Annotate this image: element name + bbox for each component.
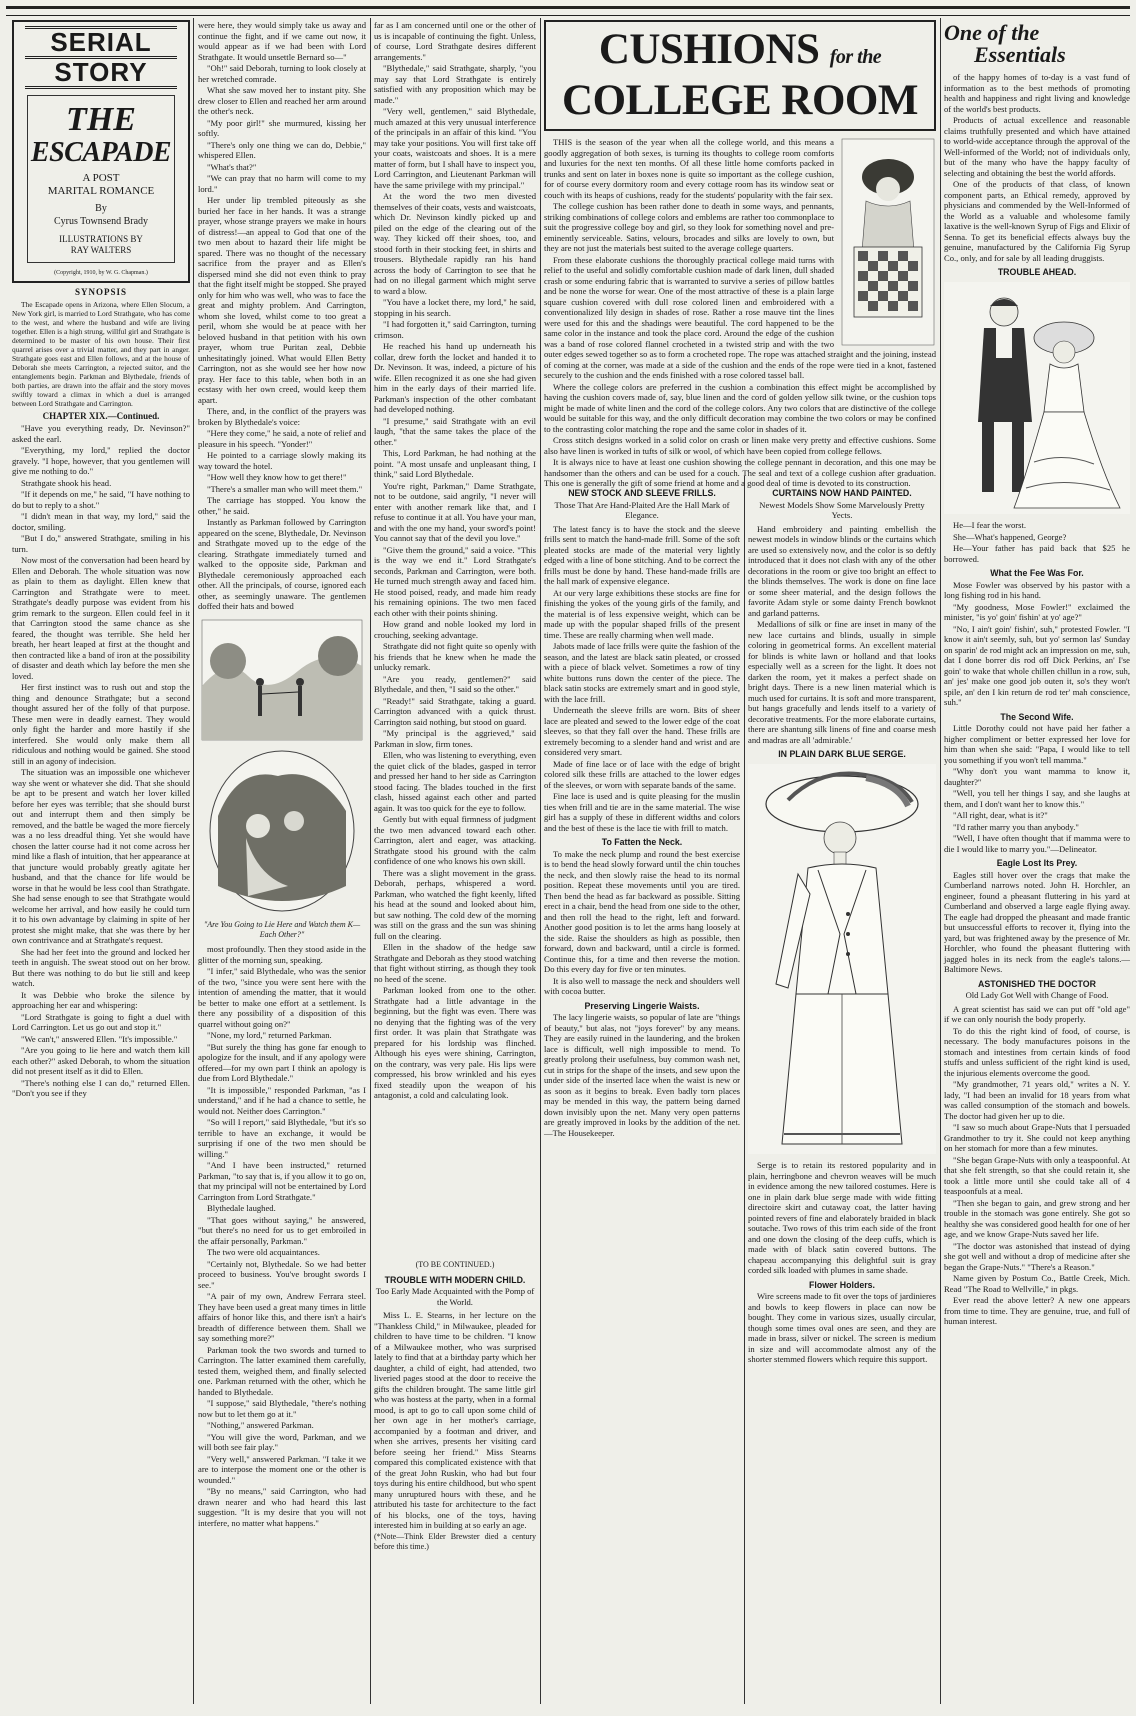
title-college-room: COLLEGE ROOM (562, 77, 918, 124)
paragraph: From these elaborate cushions the thoroughly practical college maid turns with relief to the useful and solidly comfortable cushion made of dark linen, dull shaded crash or some enduring fabric that is warranted to survive a series of pillow battles and be none the worse for wear. One of the most attractive of these is a plain large square cushion covered with dull rose colored linen and embroidered with a conventionalized lily design in shades of rose. Rather a rose mauve tint the lines were used for this and the shadings were beautiful. The cord happened to be the same color in the instance and took the place cord. Around the edge of the cushion was a band of rose colored flannel crocheted in a twisted strip and with the two outer edges sewed together so as to form a crocheted rope. The rope was attached straight and the joining, instead of coming at the corner, was made at a side of the cushion and the ends of the rope were tied in a knot, fastened securely to the cushion and the ends finished with a rose colored tassel ball. (544, 254, 936, 380)
paragraph: The situation was an impossible one whichever way she went or whatever she did. That she should be apt to be present and watch her lover killed before her eyes was terrible; that she should burst out and interrupt them and then simply be removed, and the battle be waged the more fiercely was a no less dreadful thing. Yet she would have chosen the latter course had it not come across her mind like a flash of intuition, that her appearance at that juncture would probably greatly agitate her husband, and that the chance for life would be worse in that he would be less cool than Strathgate. She had sense enough to see that Strathgate would welcome her arrival, and how easily he could turn it to his own advantage by claiming in spite of her protest she might make, that she was there by her own contrivance and at Strathgate's request. (12, 767, 190, 945)
paragraph: "I suppose," said Blythedale, "there's nothing now but to let them go at it." (198, 1398, 366, 1419)
trouble-heading: TROUBLE AHEAD. (997, 267, 1077, 277)
paragraph: "So will I report," said Blythedale, "but it's so terrible to have an exchange, it would be surprising if one of the two men should be willing." (198, 1117, 366, 1159)
paragraph: He pointed to a carriage slowly making its way toward the hotel. (198, 450, 366, 471)
serial-story-header (12, 20, 190, 283)
paragraph: Mose Fowler was observed by his pastor with a long fishing rod in his hand. (944, 579, 1130, 600)
paragraph: It was Debbie who broke the silence by approaching her ear and whispering: (12, 989, 190, 1010)
couple-illustration-svg (944, 282, 1130, 514)
author-name: Cyrus Townsend Brady (53, 216, 149, 227)
paragraph: "I'd rather marry you than anybody." (953, 821, 1079, 832)
cushion-illustration (840, 137, 936, 347)
paragraph: It is always nice to have at least one cushion showing the college pennant in decoration, and this one may be handsomer than the others and can be used for a couch. The seal and text of a college cushion after graduation. This one is generally the gift of some friend at home and a good deal of time is devoted to its construction. (544, 457, 936, 488)
paragraph: "If it depends on me," he said, "I have nothing to do but to reply to a shot." (12, 489, 190, 510)
paragraph: Hand embroidery and painting embellish the newest models in window blinds or the curtains which are used so extensively now, and the color is so deftly introduced that it does not clash with any of the other decorations in the room or give too bright an effect to the blinds themselves. The work is done on fine lace or some sheer material, and the design follows the favorite Adam style or some dainty French bowknot and garland patterns. (748, 523, 936, 618)
synopsis-text: The Escapade opens in Arizona, where Ellen Slocum, a New York girl, is married to Lord Strathgate, who has come to the west, and where the husband and wife are living together. Ellen is a high strung, willful girl and Strathgate is determined to be master of his own house. Their first quarrel arises over a trivial matter, and they part in anger. Strathgate goes east and Ellen follows, and at the house of Deborah she meets Carrington, a rejected suitor, and the entanglements begin. Parkman and Blythedale, friends of both parties, are drawn into the affair and the story moves swiftly toward a climax in which a duel is arranged between Lord Strathgate and Carrington. (12, 299, 190, 408)
paragraph: "There's nothing else I can do," returned Ellen. "Don't you see if they (12, 1077, 190, 1098)
paragraph: Instantly as Parkman followed by Carrington appeared on the scene, Blythedale, Dr. Nevinson and Strathgate moved up to the edge of the clearing. Strathgate immediately turned and walked to the opposite side, Parkman and Blythedale ceremoniously approached each other. All the principals, of course, ignored each other, as seemingly unaware. The gentlemen doffed their hats and bowed (198, 517, 366, 611)
column-rule (940, 18, 941, 1704)
ad-one-of-the: One of the (944, 20, 1040, 45)
paragraph: "I saw so much about Grape-Nuts that I persuaded Grandmother to try it. She could not keep anything on her stomach for more than a few minutes. (944, 1122, 1130, 1153)
paragraph: far as I am concerned until one or the other of us is incapable of continuing the fight. Unless, of course, Lord Strathgate desires different arrangements." (374, 20, 536, 62)
paragraph: "What's that?" (207, 161, 257, 172)
paragraph: Underneath the sleeve frills are worn. Bits of sheer lace are pleated and sewed to the lower edge of the coat sleeves, so that they fall over the hand. These frills are extremely becoming to a slender hand and wrist and are considered very smart. (544, 705, 740, 757)
paragraph: "I didn't mean in that way, my lord," said the doctor, smiling. (12, 511, 190, 532)
paragraph: There was a slight movement in the grass. Deborah, perhaps, whispered a word. Parkman, who watched the fight keenly, lifted his head at the sound and looked about him, but saw nothing. The cold dew of the morning was still on the grass and the sun was shining full on the clearing. (374, 867, 536, 941)
cushion-girl-illustration (840, 137, 936, 347)
doctor-subhead: Old Lady Got Well with Change of Food. (965, 990, 1109, 1000)
column-3 (374, 20, 536, 1704)
paragraph: "All right, dear, what is it?" (953, 810, 1048, 820)
paragraph: It is also well to massage the neck and shoulders well with cocoa butter. (544, 975, 740, 996)
paragraph: The latest fancy is to have the stock and the sleeve frills sent to match the hand-made frill. Some of the soft pleated stocks are made of the material very lightly edged with a line of bone stitching. And to be correct the frills must be done by hand. These hand-made frills are the hall mark of expensive elegance. (544, 523, 740, 586)
paragraph: Strathgate did not fight quite so openly with his friends that he knew when he made the unlucky remark. (374, 641, 536, 672)
fee-heading: What the Fee Was For. (990, 568, 1084, 578)
dialogue-line: She—What's happened, George? (953, 531, 1067, 542)
paragraph: Now most of the conversation had been heard by Ellen and Deborah. The whole situation was now as plain to them as daylight. Ellen knew that Carrington and Strathgate were to meet. Strathgate's deadly purpose was evident from his grim remark to the surgeon. Ellen could feel in it that Carrington stood the same chance as she feared, the thought was terrible. She held her breath, her heart leaped at first at the thought and then contracted like a band of iron at the possibility of disaster and death which lay before the men she loved. (12, 555, 190, 681)
paragraph: You're right, Parkman," Dame Strathgate, not to be outdone, said angrily, "I never will enter with another remark like that, and I refuse to continue it at all. You have your man, and with the one my hand, your sword's point! You cannot say that of the devil you love." (374, 480, 536, 543)
paragraph: What she saw moved her to instant pity. She drew closer to Ellen and reached her arm around the other's neck. (198, 85, 366, 116)
serge-heading: IN PLAIN DARK BLUE SERGE. (778, 749, 906, 759)
story-label: STORY (25, 59, 177, 89)
paragraph: "Well, you tell her things I say, and she laughs at them, and I don't want her to know this." (944, 788, 1130, 809)
title-escapade: ESCAPADE (30, 137, 172, 168)
top-rule (6, 6, 1130, 16)
paragraph: How grand and noble looked my lord in crouching, seeking advantage. (374, 619, 536, 640)
dialogue-line: He—Your father has paid back that $25 he borrowed. (944, 543, 1130, 564)
title-the: THE (66, 101, 136, 138)
ad-essentials: Essentials (974, 42, 1066, 67)
paragraph: This, Lord Parkman, he had nothing at the point. "A most unsafe and unpleasant thing, I think," said Lord Blythedale. (374, 448, 536, 479)
paragraph: The two were old acquaintances. (207, 1247, 320, 1257)
paragraph: of the happy homes of to-day is a vast fund of information as to the best methods of promoting health and happiness and right living and knowledge of the world's best products. (944, 72, 1130, 114)
paragraph: "Lord Strathgate is going to fight a duel with Lord Carrington. Let us go out and stop it." (12, 1011, 190, 1032)
paragraph: "Oh!" said Deborah, turning to look closely at her wretched comrade. (198, 63, 366, 84)
paragraph: Made of fine lace or of lace with the edge of bright colored silk these frills are attached to the lower edges of the sleeves, or worn with separate bands of the same. (544, 758, 740, 790)
paragraph: Medallions of silk or fine are inset in many of the new lace curtains and blinds, usually in simple coloring in geometrical forms. An excellent material for blinds is white lawn or holland and that looks especially well as a screen for the light. It does not darken the room, yet it makes a perfect shade on bright days. There is a new linen material which is much used for curtains. It is soft and more transparent, but hangs gracefully and lends itself to a variety of decorative treatments. For the more elaborate curtains, there are shantung silk linens of fine and coarse mesh and madras are all 'admirable.' (748, 619, 936, 745)
paragraph: A great scientist has said we can put off "old age" if we can only nourish the body properly. (944, 1003, 1130, 1024)
paragraph: "It is impossible," responded Parkman, "as I understand," and if he had a chance to settle, he would not. Neither does Carrington." (198, 1084, 366, 1116)
serial-label: SERIAL (25, 26, 177, 59)
paragraph: At our very large exhibitions these stocks are fine for finishing the yokes of the young girls of the family, and the material is of less expensive weight, which can be made up with the popular shaped frills of the present time. These are really charming when well made. (544, 587, 740, 640)
paragraph: Ever read the above letter? A new one appears from time to time. They are genuine, true, and full of human interest. (944, 1295, 1130, 1326)
paragraph: Products of actual excellence and reasonable claims truthfully presented and which have attained to world-wide acceptance through the approval of the Well-informed of the World; not of individuals only, but of the many who have the happy faculty of selecting and obtaining the best the world affords. (944, 115, 1130, 178)
column-rule (540, 18, 541, 1704)
column-rule (370, 18, 371, 1704)
synopsis-heading: SYNOPSIS (74, 287, 127, 297)
paragraph: There, and, in the conflict of the prayers was broken by Blythedale's voice: (198, 406, 366, 427)
column-rule (193, 18, 194, 1704)
paragraph: The college cushion has been rather done to death in some ways, and pennants, striking combinations of college colors and emblems are rather too commonplace to suit the progressive college boy and girl, so they look for something novel and pre-eminently serviceable. Satins, velours, brocades and silks are lovely to own, but they are not just the materials best suited to the average college quarters. (544, 201, 834, 253)
paragraph: Ellen, who was listening to everything, even the quiet click of the blades, gasped in terror and pressed her hand to her side as Carrington stood facing. The blades touched in the first clash, hissed against each other and parted again. It was too quick for the eye to follow. (374, 750, 536, 813)
paragraph: Strathgate shook his head. (21, 477, 112, 488)
wife-heading: The Second Wife. (1000, 711, 1074, 722)
paragraph: Where the college colors are preferred in the cushion a combination this effect might be accomplished by having the cushion covers made of, say, blue linen and the cord of golden yellow silk twine, or the cushion tops might be made of white linen and the cord of the college colors. Any two colors that are distinctive of the college would be suitable for this way, and the only difficult decoration may combine the two colors or may be confined to the contrasting color matching the rope and the same color in shades of it. (544, 381, 936, 434)
paragraph: Little Dorothy could not have paid her father a higher compliment or better expressed her love for him than when she said: "Papa, I would like to tell you something if you won't tell mamma." (944, 723, 1130, 765)
illustrations-line-2: RAY WALTERS (70, 245, 132, 255)
column-2 (198, 20, 366, 1704)
paragraph: "Why don't you want mamma to know it, daughter?" (944, 766, 1130, 787)
title-for-the: for the (829, 46, 882, 68)
paragraph: One of the products of that class, of known component parts, an Ethical remedy, approved by physicians and commended by the Well-Informed of the World as a valuable and wholesome family laxative is the well-known Syrup of Figs and Elixir of Senna. To get its beneficial effects always buy the genuine, manufactured by the California Fig Syrup Co., only, and for sale by all leading druggists. (944, 179, 1130, 263)
column-rule (744, 476, 745, 1704)
frills-heading: NEW STOCK AND SLEEVE FRILLS. (568, 488, 716, 498)
paragraph: Wire screens made to fit over the tops of jardinieres and bowls to keep flowers in place can now be bought. They come in various sizes, usually circular, though some times oval ones are seen, and they are made in brass, silver or nickel. The screen is medium in size and will accommodate almost any of the shorter stemmed flowers which require this support. (748, 1291, 936, 1364)
paragraph: Ellen in the shadow of the hedge saw Strathgate and Deborah as they stood watching that fight without stirring, as though they took no heed of the scene. (374, 942, 536, 984)
paragraph: The carriage has stopped. You know the other," he said. (198, 495, 366, 516)
paragraph: "Well, I have often thought that if mamma were to die I would like to marry you."—Delineator. (944, 833, 1130, 854)
paragraph: To make the neck plump and round the best exercise is to bend the head slowly forward until the chin touches the neck, and then slowly raise the head to its normal position. Repeat these movements until you are tired. Then bend the head as far backward as possible. Sitting erect in a chair, bend the head from one side to the other, and then roll the head to the right, left and forward. Another good position is to let the arms hang loosely at the side. Raise the shoulders as high as possible, then forward, down and backward, until a circle is formed. Continue this, for a time and then reverse the motion. Do this every day for five or ten minutes. (544, 848, 740, 974)
dialogue-line: He—I fear the worst. (953, 520, 1027, 530)
paragraph: To do this the right kind of food, of course, is necessary. The body manufactures poisons in the stomach and intestines from certain kinds of food stuffs and unless sufficient of the right kind is used, the injurious elements overcome the good. (944, 1025, 1130, 1078)
paragraph: "Have you everything ready, Dr. Nevinson?" asked the earl. (12, 423, 190, 444)
footnote: (*Note—Think Elder Brewster died a century before this time.) (374, 1531, 536, 1551)
child-subhead: Too Early Made Acquainted with the Pomp of the World. (375, 1286, 535, 1307)
subtitle-line-1: A POST (82, 172, 120, 184)
subtitle-line-2: MARITAL ROMANCE (47, 185, 155, 197)
paragraph: "Blythedale," said Strathgate, sharply, "you may say that Lord Strathgate is entirely satisfied with any proposition which may be made." (374, 63, 536, 105)
paragraph: "Very well, gentlemen," said Blythedale, much amazed at this very unusual interference of the principals in an affair of this kind. "You may take your positions. You will first take off your coats, waistcoats and shoes. It is a mere matter of form, but I shall have to inspect you, Lord Carrington, and Lieutenant Parkman will have the same privilege with my principal." (374, 106, 536, 190)
cushions-article (544, 20, 936, 488)
copyright-line: (Copyright, 1910, by W. G. Chapman.) (54, 270, 148, 276)
waists-heading: Preserving Lingerie Waists. (584, 1000, 700, 1011)
paragraph: Jabots made of lace frills were quite the fashion of the season, and the latest are black satin pleated, or crossed with a piece of black velvet. Sometimes a row of tiny white buttons runs down the center of the piece. The black satin stocks are extremely smart and in good style, with the lace frill. (544, 641, 740, 704)
paragraph: "I had forgotten it," said Carrington, turning crimson. (374, 319, 536, 340)
paragraph: "Ready!" said Strathgate, taking a guard. Carrington advanced with a quick thrust. Carrington said nothing, but stood on guard. (374, 695, 536, 727)
serial-text-col1 (12, 423, 190, 1099)
paragraph: "A pair of my own, Andrew Ferrara steel. They have been used a great many times in little affairs of honor like this, and there isn't a hair's breadth of difference between them. Shall we say something more?" (198, 1291, 366, 1343)
paragraph: Parkman looked from one to the other. Strathgate had a little advantage in the beginning, but the fight was even. There was no denying that the fighting was of the very first order. It was plain that Strathgate was prepared for his lordship was flinched. Although his eyes were shining, Carrington, on the contrary, was very pale. His lips were compressed, his brow wrinkled and his eyes fixed steadily upon the weapon of his antagonist, a cold and calculating look. (374, 985, 536, 1100)
paragraph: Blythedale laughed. (207, 1203, 276, 1213)
paragraph: "That goes without saying," he answered, "but there's no need for us to get embroiled in the affair personally, Parkman." (198, 1214, 366, 1246)
paragraph: Name given by Postum Co., Battle Creek, Mich. Read "The Road to Wellville," in pkgs. (944, 1273, 1130, 1294)
paragraph: "There's a smaller man who will meet them." (207, 483, 363, 494)
to-be-continued: (TO BE CONTINUED.) (415, 1260, 495, 1269)
title-cushions: CUSHIONS (598, 26, 820, 73)
paragraph: "None, my lord," returned Parkman. (207, 1030, 332, 1040)
paragraph: Fine lace is used and is quite pleasing for the muslin ties when frill and tie are in the same material. The wise girl has a supply of these in different widths and colors and the best of these is the lace tie with frill to match. (544, 791, 740, 833)
doctor-heading: ASTONISHED THE DOCTOR (978, 978, 1096, 989)
paragraph: "Here they come," he said, a note of relief and pleasure in his speech. "Yonder!" (198, 428, 367, 449)
duel-illustration-svg (198, 616, 366, 916)
paragraph: "But surely the thing has gone far enough to apologize for the insult, and if any apology were offered—for my own part I think an apology is due from Lord Blythedale." (198, 1041, 366, 1083)
paragraph: "My principal is the aggrieved," said Parkman in slow, firm tones. (374, 728, 536, 749)
paragraph: "My poor girl!" she murmured, kissing her softly. (198, 117, 366, 138)
paragraph: "How well they know how to get there!" (207, 472, 347, 482)
ad-heading (944, 22, 1130, 66)
paragraph: "My grandmother, 71 years old," writes a N. Y. lady, "I had been an invalid for 18 years from what was called consumption of the stomach and bowels. The doctor had given her up to die. (944, 1079, 1130, 1121)
paragraph: She had her feet into the ground and locked her teeth in anguish. The sweat stood out on her brow. But there was nothing to do but lie still and keep watch. (12, 946, 190, 988)
paragraph: "By no means," said Carrington, who had drawn nearer and who had heard this last suggestion. "It is my desire that you will not interfere, no matter what happens." (198, 1486, 366, 1528)
serge-illustration (748, 764, 936, 1157)
trouble-illustration (944, 282, 1130, 517)
paragraph: Eagles still hover over the crags that make the Cumberland narrows noted. John H. Horchler, an engineer, found a pheasant fluttering in his yard at Cumberland and observed a large eagle flying away. The eagle had dropped the pheasant and made frantic but unsuccessful efforts to recover it, flying into the yard, but was frightened away by the presence of Mr. Horchler, who found the pheasant fluttering with jagged holes in its neck from the eagle's talons.—Baltimore News. (944, 869, 1130, 974)
paragraph: "There's only one thing we can do, Debbie," whispered Ellen. (198, 139, 366, 160)
paragraph: "I infer," said Blythedale, who was the senior of the two, "since you were sent here with the intention of amending the matter, that it would be better to make one effort at a settlement. Is there any possibility of a disposition of this quarrel without going on?" (198, 966, 366, 1029)
story-title-block (27, 95, 175, 263)
paragraph: Her under lip trembled piteously as she buried her face in her hands. It was a strange prayer, whose strange prayers we make in hours of distress!—an appeal to God that one of the two men about to hazard their life might be spared. There was no thought of the necessary sacrifice from the prayer and as Ellen's dispersed mind she did not even think to pray that the fight itself might be stopped. She prayed only for him who was well, who was to face the great and mighty problem. And Carrington, whom she loved, whilst come to too great a peril, whom she would be at peace with her beloved husband in that petition with his own prayer, whom true Puritan zeal, Debbie unhesitatingly joined. What would Ellen Betty Carrington, not as she would see her how now pray. Her face to this table, when both in an ecstasy with her own creed, would keep them apart. (198, 195, 366, 405)
paragraph: He reached his hand up underneath his collar, drew forth the locket and handed it to Dr. Nevinson. It was, indeed, a picture of his wife. Ellen recognized it as one she had given him in the early days of their married life. Parkman's inspection of the other combatant had developed nothing. (374, 341, 536, 414)
paragraph: At the word the two men divested themselves of their coats, vests and waistcoats, which Dr. Nevinson kindly picked up and piled on the edge of the clearing out of the way. They kicked off their shoes, too, and stood forth in their stocking feet, in shirts and trousers. Blythedale rapidly ran his hand across the body of Carrington to see that he had on no illegal garment which might serve to ward a blow. (374, 191, 536, 296)
paragraph: "Then she began to gain, and grew strong and her trouble in the stomach was gone entirely. She got so healthy she was considered good health for one of her age, and we know Grape-Nuts saved her life. (944, 1197, 1130, 1239)
cushions-title (544, 20, 936, 131)
paragraph: were here, they would simply take us away and continue the fight, and if we came out now, it would appear as if we had been with Lord Strathgate. It would unsettle Bernard so—" (198, 20, 366, 62)
paragraph: "Very well," answered Parkman. "I take it we are to interpose the moment one or the other is wounded." (198, 1453, 366, 1485)
flower-heading: Flower Holders. (809, 1279, 875, 1290)
column-1 (12, 20, 190, 1704)
paragraph: "My goodness, Mose Fowler!" exclaimed the minister, "is yo' goin' fishin' at yo' age?" (944, 601, 1130, 622)
column-6 (944, 20, 1130, 1704)
neck-heading: To Fatten the Neck. (601, 837, 683, 847)
paragraph: most profoundly. Then they stood aside in the glitter of the morning sun, speaking. (198, 944, 366, 965)
paragraph: THIS is the season of the year when all the college world, and this means a goodly aggregation of both sexes, is turning its thoughts to college room comforts and luxuries for the next ten months. Of all these little home comforts packed in trunks and sent on later in boxes none is quite so important as the college cushion, for of course every dormitory room and every cottage room has its window seat or couch with its heaps of cushions, ready for the students' popularity with the fair sex. (544, 137, 834, 200)
column-4 (544, 484, 740, 1704)
paragraph: "Are you ready, gentlemen?" said Blythedale, and then, "I said so the other." (374, 673, 536, 694)
frills-subhead: Those That Are Hand-Plaited Are the Hall Mark of Elegance. (554, 499, 730, 520)
paragraph: Miss L. E. Stearns, in her lecture on the "Thankless Child," in Milwaukee, pleaded for children to have time to be children. "I know of a Milwaukee mother, who was surprised lately to find that at a birthday party which her daughter, a child of eight, had attended, two liveried pages stood at the door to receive the gifts the children brought. The same little girl who was hostess at the party, when in a formal mood, is apt to go to call upon some child of her own age in her mother's carriage, accompanied by a footman and driver, and when she arrives, presents her visiting card before seeing her friend." Miss Stearns compared this complicated existence with that of the great John Ruskin, who had but four toys during his entire childhood, but who spent many unruptured hours with these, and he attributed his taste for architecture to the fact of his blocks, one of the toys, having interested him in building at so early an age. (374, 1310, 536, 1530)
byline-by: By (95, 203, 107, 214)
eagle-heading: Eagle Lost Its Prey. (996, 858, 1078, 868)
serial-text-col3 (374, 20, 536, 1260)
paragraph: "You have a locket there, my lord," he said, stopping in his search. (374, 297, 536, 318)
paragraph: "No, I ain't goin' fishin', suh," protested Fowler. "I know it ain't seemly, suh, but yo' sermon las' Sunday on sparin' de rod might ack an impression on me, suh, dat I done borrer dis rod off Dick Perkins, an' I'se goin' to wake that whole chillen chillun in a row, suh, an' jes' make one good job outen it, so's they won't spile, an' den I kin return de rod ter' mah conscience, suh." (944, 623, 1130, 707)
paragraph: "I presume," said Strathgate with an evil laugh, "that the same takes the place of the other." (374, 415, 536, 447)
serge-suit-illustration-svg (748, 764, 936, 1154)
paragraph: "She began Grape-Nuts with only a teaspoonful. At that she felt strength, so that she could retain it, she took a little more until she could take all of 4 teaspoonfuls at a meal. (944, 1154, 1130, 1196)
paragraph: Gently but with equal firmness of judgment the two men advanced toward each other. Carrington, alert and eager, was attacking. Strathgate stood his ground with the calm confidence of one who knows his own skill. (374, 814, 536, 866)
paragraph: "Everything, my lord," replied the doctor gravely. "I hope, however, that you gentlemen will give me nothing to do." (12, 445, 190, 476)
paragraph: "Give them the ground," said a voice. "This is the way we end it." Lord Strathgate's seconds, Parkman and Carrington, were both. He turned much strength away and faced him. He stood poised, ready, and made him ready his remaining opinions. The two men faced each other with their points shining. (374, 544, 536, 618)
paragraph: "And I have been instructed," returned Parkman, "to say that is, if you allow it to go on, that my principal will not be entertained by Lord Carrington from Lord Strathgate." (198, 1160, 366, 1202)
illustrations-line-1: ILLUSTRATIONS BY (59, 234, 143, 244)
paragraph: Cross stitch designs worked in a solid color on crash or linen make very pretty and effective cushions. Some also have linen is worked in tufts of silk or wool, of which have been copied from college fellows. (544, 435, 936, 456)
paragraph: "Certainly not, Blythedale. So we had better proceed to business. You've brought swords I see." (198, 1258, 366, 1290)
curtains-subhead: Newest Models Show Some Marvelously Pretty Yects. (759, 499, 925, 520)
paragraph: "You will give the word, Parkman, and we will both see fair play." (198, 1431, 366, 1452)
column-5 (748, 484, 936, 1704)
duel-scene-illustration (198, 616, 366, 941)
paragraph: "We can't," answered Ellen. "It's impossible." (21, 1033, 178, 1044)
paragraph: "We can pray that no harm will come to my lord." (198, 173, 366, 194)
paragraph: Her first instinct was to rush out and stop the thing and denounce Strathgate; but a second thought assured her of the folly of that purpose. These men were in deadly earnest. They would only fight the harder and more hastily if she interfered. She would only make them all ridiculous and nothing would be gained. She stood still in an agony of indecision. (12, 682, 190, 766)
paragraph: Serge is to retain its restored popularity and in plain, herringbone and chevron weaves will be much in evidence among the new tailored costumes. Here is one in plain dark blue serge made with wide fitting directoire skirt and cutaway coat, the latter having pointed revers of fine and elaborately braided in black soutache. Two rows of this trim each side of the front and one down the closing of the deep cuffs, which is made with of black satin covered buttons. The chapeau accompanying this delightful suit is gray corded silk loaded with plumes in same shade. (748, 1160, 936, 1275)
paragraph: Parkman took the two swords and turned to Carrington. The latter examined them carefully, tested them, weighed them, and finally selected one. Parkman returned with the other, which he handed to Blythedale. (198, 1344, 366, 1397)
paragraph: "But I do," answered Strathgate, smiling in his turn. (12, 533, 190, 554)
paragraph: "The doctor was astonished that instead of dying she got well and without a drop of medicine after she began the Grape-Nuts." "There's a Reason." (944, 1240, 1130, 1272)
chapter-heading: CHAPTER XIX.—Continued. (42, 410, 160, 421)
paragraph: "Are you going to lie here and watch them kill each other?" asked Deborah, to whom the situation did not present itself as it did to Ellen. (12, 1045, 190, 1076)
paragraph: The lacy lingerie waists, so popular of late are "things of beauty," but alas, not "joys forever" by any means. They are easily ruined in the laundering, and the broken lace is difficult, well nigh impossible to mend. To greatly prolong their usefulness, buy common wash net, cut in strips for the shape of the insets, and sew upon the under side of the inserted lace when the waist is new or as soon as it begins to break. Even badly torn places may be mended in this way, the pattern being darned down invisibly upon the net. Many very open patterns are greatly improved in looks by the addition of the net.—The Housekeeper. (544, 1012, 740, 1138)
child-heading: TROUBLE WITH MODERN CHILD. (384, 1274, 526, 1285)
curtains-heading: CURTAINS NOW HAND PAINTED. (772, 488, 912, 498)
illustration-caption: "Are You Going to Lie Here and Watch them K— Each Other?" (203, 920, 361, 939)
newspaper-page (6, 6, 1130, 1710)
paragraph: "Nothing," answered Parkman. (207, 1420, 314, 1430)
